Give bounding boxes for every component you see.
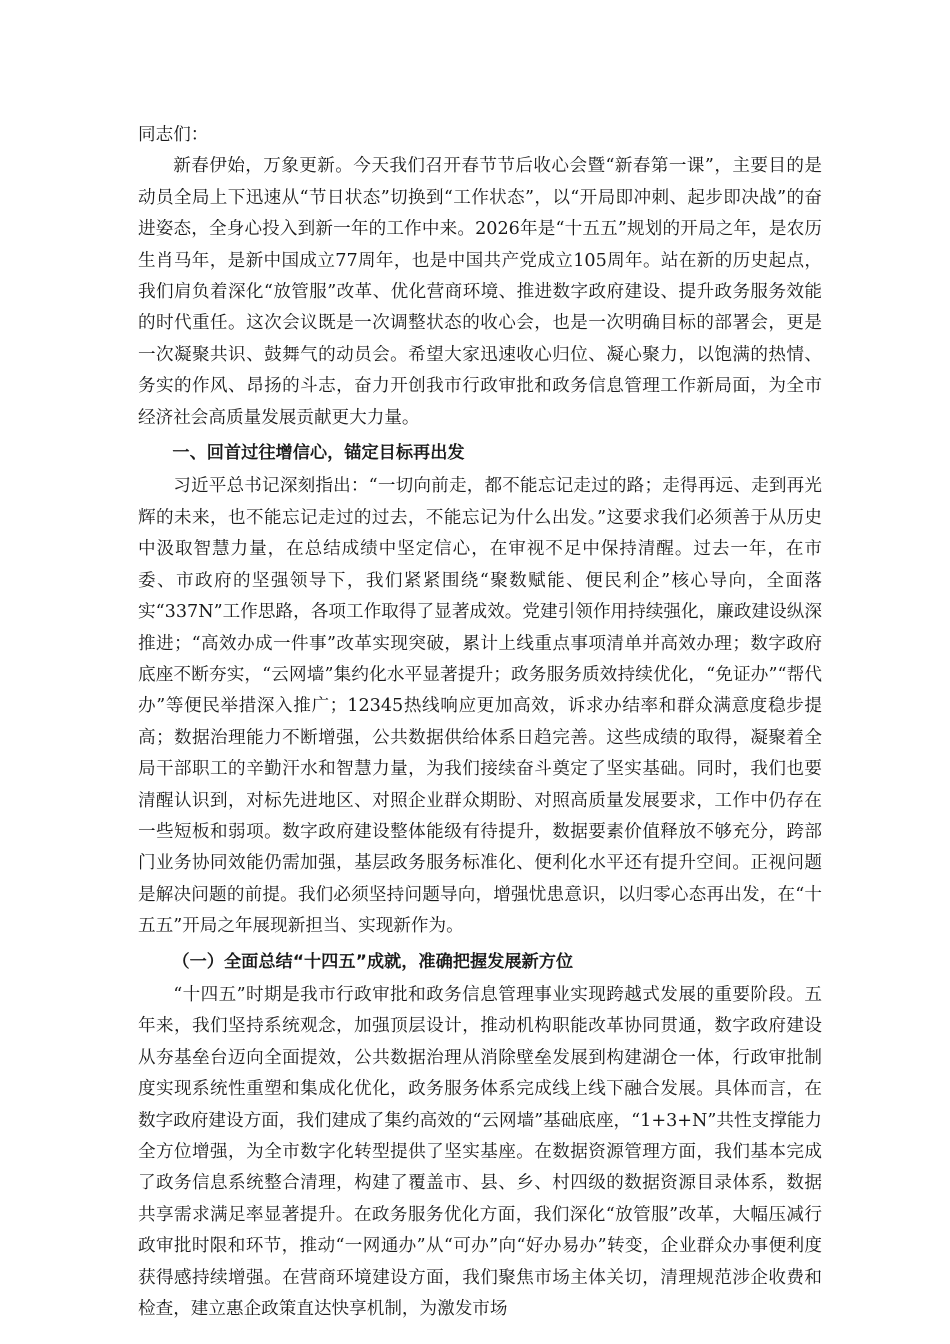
- document-body: [138, 120, 822, 1325]
- subsection-heading-1: （一）全面总结“十四五”成就，准确把握发展新方位: [172, 951, 574, 972]
- salutation: 同志们：: [138, 125, 209, 145]
- intro-paragraph: 新春伊始，万象更新。今天我们召开春节节后收心会暨“新春第一课”，主要目的是动员全局上下迅速从“节日状态”切换到“工作状态”，以“开局即冲刺、起步即决战”的奋进姿态，全身心投入到新一年的工作中来。2026年是“十五五”规划的开局之年，是农历生肖马年，是新中国成立77周年，也是中国共产党成立105周年。站在新的历史起点，我们肩负着深化“放管服”改革、优化营商环境、推进数字政府建设、提升政务服务效能的时代重任。这次会议既是一次调整状态的收心会，也是一次明确目标的部署会，更是一次凝聚共识、鼓舞气的动员会。希望大家迅速收心归位、凝心聚力，以饱满的热情、务实的作风、昂扬的斗志，奋力开创我市行政审批和政务信息管理工作新局面，为全市经济社会高质量发展贡献更大力量。: [138, 156, 822, 428]
- section-heading-1: 一、回首过往增信心，锚定目标再出发: [172, 443, 465, 464]
- section-1-paragraph: 习近平总书记深刻指出：“一切向前走，都不能忘记走过的路；走得再远、走到再光辉的未来，也不能忘记走过的过去，不能忘记为什么出发。”这要求我们必须善于从历史中汲取智慧力量，在总结成绩中坚定信心，在审视不足中保持清醒。过去一年，在市委、市政府的坚强领导下，我们紧紧围绕“聚数赋能、便民利企”核心导向，全面落实“337N”工作思路，各项工作取得了显著成效。党建引领作用持续强化，廉政建设纵深推进；“高效办成一件事”改革实现突破，累计上线重点事项清单并高效办理；数字政府底座不断夯实，“云网墙”集约化水平显著提升；政务服务质效持续优化，“免证办”“帮代办”等便民举措深入推广；12345热线响应更加高效，诉求办结率和群众满意度稳步提高；数据治理能力不断增强，公共数据供给体系日趋完善。这些成绩的取得，凝聚着全局干部职工的辛勤汗水和智慧力量，为我们接续奋斗奠定了坚实基础。同时，我们也要清醒认识到，对标先进地区、对照企业群众期盼、对照高质量发展要求，工作中仍存在一些短板和弱项。数字政府建设整体能级有待提升，数据要素价值释放不够充分，跨部门业务协同效能仍需加强，基层政务服务标准化、便利化水平还有提升空间。正视问题是解决问题的前提。我们必须坚持问题导向，增强忧患意识，以归零心态再出发，在“十五五”开局之年展现新担当、实现新作为。: [138, 476, 822, 937]
- subsection-1-paragraph: “十四五”时期是我市行政审批和政务信息管理事业实现跨越式发展的重要阶段。五年来，我们坚持系统观念，加强顶层设计，推动机构职能改革协同贯通，数字政府建设从夯基垒台迈向全面提效，公共数据治理从消除壁垒发展到构建湖仓一体，行政审批制度实现系统性重塑和集成化优化，政务服务体系完成线上线下融合发展。具体而言，在数字政府建设方面，我们建成了集约高效的“云网墙”基础底座，“1+3+N”共性支撑能力全方位增强，为全市数字化转型提供了坚实基座。在数据资源管理方面，我们基本完成了政务信息系统整合清理，构建了覆盖市、县、乡、村四级的数据资源目录体系，数据共享需求满足率显著提升。在政务服务优化方面，我们深化“放管服”改革，大幅压减行政审批时限和环节，推动“一网通办”从“可办”向“好办易办”转变，企业群众办事便利度获得感持续增强。在营商环境建设方面，我们聚焦市场主体关切，清理规范涉企收费和检查，建立惠企政策直达快享机制，为激发市场: [138, 984, 822, 1320]
